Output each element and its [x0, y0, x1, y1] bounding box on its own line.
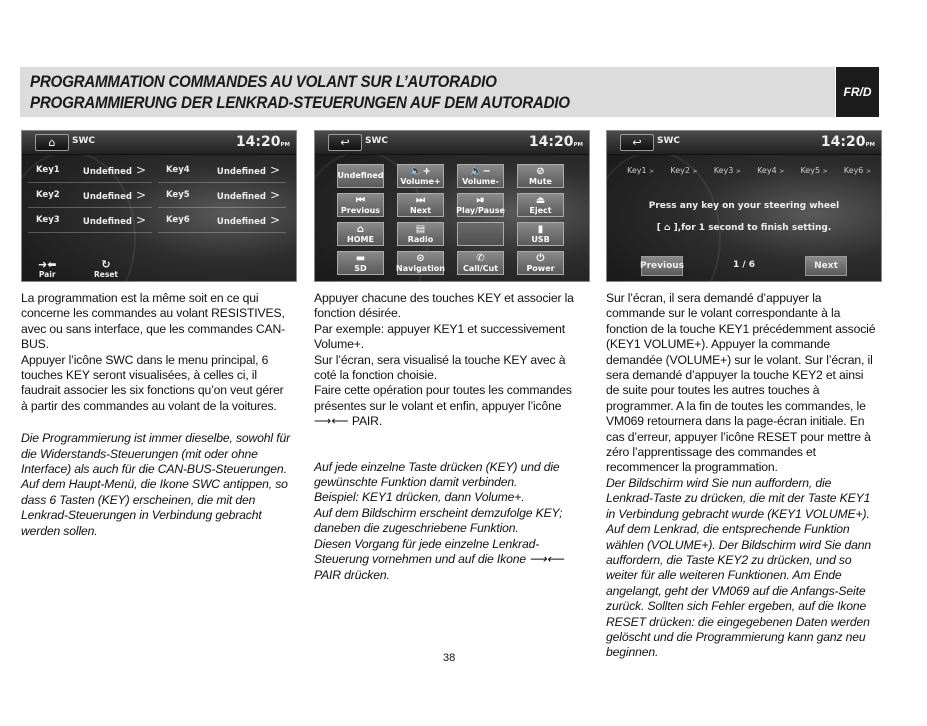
- power-icon: ⏻: [536, 253, 545, 264]
- chevron-right-icon: >: [269, 188, 280, 202]
- function-call-cut-button[interactable]: ✆ Call/Cut: [457, 251, 504, 275]
- home-icon: ⌂: [48, 136, 56, 149]
- volume-down-icon: 🔈−: [470, 166, 491, 177]
- home-icon: ⌂: [664, 223, 671, 233]
- paragraph-de: Die Programmierung ist immer dieselbe, sowohl für die Widerstands-Steuerungen (mit oder ohne Interface) als auch für die CAN-BUS-Steuerungen. Auf dem Haupt-Menü, die Ikone SWC antippen, so dass 6 Tasten (KEY) erscheinen, die mit den Lenkrad-Steuerungen in Verbindung gebracht werden sollen.: [21, 431, 290, 538]
- function-play-pause-button[interactable]: ⏯ Play/Pause: [456, 195, 505, 215]
- eject-icon: ⏏: [535, 195, 546, 206]
- function-mute-button[interactable]: ⊘ Mute: [517, 164, 564, 188]
- home-button[interactable]: [35, 134, 69, 151]
- paragraph-fr: Appuyer chacune des touches KEY et associer la fonction désirée.: [314, 291, 574, 321]
- clock: 14:20PM: [820, 134, 875, 150]
- function-volume-down-button[interactable]: 🔈− Volume-: [457, 164, 504, 188]
- key-strip: [627, 166, 871, 175]
- navigation-icon: ⊙: [416, 253, 425, 264]
- previous-button[interactable]: Previous: [641, 256, 683, 276]
- key-strip-item: Key3 >: [713, 166, 741, 175]
- chevron-right-icon: >: [135, 188, 146, 202]
- paragraph-de: Beispiel: KEY1 drücken, dann Volume+.: [314, 490, 525, 505]
- screenshot-function-grid: [314, 130, 590, 282]
- back-button[interactable]: [620, 134, 654, 151]
- pair-arrows-icon: ➜⬅: [38, 258, 57, 271]
- chevron-right-icon: >: [269, 163, 280, 177]
- top-bar: [315, 131, 589, 155]
- paragraph-fr: Appuyer l’icône SWC dans le menu principal, 6 touches KEY seront visualisées, à celles ci, il faudrait associer les six fonctions qu’on veut gérer à partir des commandes au volant de la voitures.: [21, 352, 284, 413]
- next-track-icon: ⏭: [416, 195, 425, 206]
- next-button[interactable]: Next: [805, 256, 847, 276]
- chevron-right-icon: >: [269, 213, 280, 227]
- function-undefined-button[interactable]: Undefined: [337, 164, 384, 188]
- back-arrow-icon: ↩: [632, 136, 642, 149]
- key-row[interactable]: Key3 Undefined >: [28, 208, 152, 233]
- key-row[interactable]: Key6 Undefined >: [158, 208, 286, 233]
- title-fr: PROGRAMMATION COMMANDES AU VOLANT SUR L’AUTORADIO: [30, 73, 497, 91]
- function-eject-button[interactable]: ⏏ Eject: [517, 193, 564, 217]
- screen-title: SWC: [72, 136, 96, 146]
- play-pause-icon: ⏯: [476, 195, 485, 206]
- paragraph-de: Auf dem Bildschirm erscheint demzufolge KEY; daneben die zugeschriebene Funktion.: [314, 505, 563, 536]
- paragraph-de: Der Bildschirm wird Sie nun auffordern, die Lenkrad-Taste zu drücken, die mit der Taste KEY1 in Verbindung gebracht wurde (KEY1 VOLUME+). Auf dem Lenkrad, die entsprechende Funktion wählen (VOLUME+). Der Bildschirm wird Sie dann auffordern, die Taste KEY2 zu drücken, und so weiter für alle weiteren Funktionen. Am Ende angelangt, geht der VM069 auf die Anfangs-Seite zurück. Sollten sich Fehler ergeben, auf die Ikone RESET drücken: die eingegebenen Daten werden gelöscht und die Programmierung kann ganz neu beginnen.: [606, 475, 872, 660]
- key-row[interactable]: Key2 Undefined >: [28, 183, 152, 208]
- key-strip-item: Key2 >: [670, 166, 698, 175]
- key-strip-item: Key1 >: [627, 166, 655, 175]
- paragraph-fr: La programmation est la même soit en ce qui concerne les commandes au volant RESISTIVES, avec ou sans interface, que les commandes CAN-BUS.: [21, 291, 286, 352]
- function-power-button[interactable]: ⏻ Power: [517, 251, 564, 275]
- key-strip-item: Key6 >: [843, 166, 871, 175]
- pair-button[interactable]: ➜⬅ Pair: [38, 258, 57, 279]
- paragraph-fr: Sur l’écran, il sera demandé d’appuyer la commande sur le volant correspondante à la fonction de la touche KEY1 précédemment associé (KEY1 VOLUME+). Appuyer la commande demandée (VOLUME+) sur le volant. Sur l’écran, il sera demandé d’appuyer la touche KEY2 et ainsi de suite pour toutes les autres touches à programmer. A la fin de toutes les commandes, le VM069 retournera dans la page-écran initiale. En cas d’erreur, appuyer l’icône RESET pour mettre à zéro l’apprentissage des commandes et recommencer la programmation.: [606, 291, 876, 475]
- mute-icon: ⊘: [536, 166, 545, 177]
- chevron-right-icon: >: [135, 163, 146, 177]
- sd-card-icon: ▬: [355, 253, 366, 264]
- key-strip-item: Key5 >: [800, 166, 828, 175]
- function-radio-button[interactable]: ▤ Radio: [397, 222, 444, 246]
- clock: 14:20PM: [235, 134, 290, 150]
- reset-icon: ↻: [101, 258, 111, 271]
- reset-button[interactable]: ↻ Reset: [94, 258, 118, 279]
- screen-title: SWC: [657, 136, 681, 146]
- key-row[interactable]: Key1 Undefined >: [28, 158, 152, 183]
- radio-icon: ▤: [415, 224, 426, 235]
- prompt-line-2: [ ⌂ ],for 1 second to finish setting.: [656, 223, 832, 233]
- key-strip-item: Key4 >: [757, 166, 785, 175]
- language-badge: FR/D: [836, 67, 879, 117]
- paragraph-de: Diesen Vorgang für jede einzelne Lenkrad-Steuerung vornehmen und auf die Ikone ⟶⟵ PAIR drücken.: [314, 536, 564, 582]
- function-sd-button[interactable]: ▬ SD: [337, 251, 384, 275]
- paragraph-fr: Par exemple: appuyer KEY1 et successivement Volume+.: [314, 321, 565, 352]
- clock: 14:20PM: [528, 134, 583, 150]
- function-usb-button[interactable]: ▮ USB: [517, 222, 564, 246]
- home-icon: ⌂: [356, 224, 365, 235]
- screenshot-key-list: [21, 130, 297, 282]
- function-next-button[interactable]: ⏭ Next: [397, 193, 444, 217]
- paragraph-fr: Faire cette opération pour toutes les commandes présentes sur le volant et enfin, appuyer l’icône ⟶⟵ PAIR.: [314, 383, 572, 429]
- key-row[interactable]: Key5 Undefined >: [158, 183, 286, 208]
- column-2: [314, 291, 586, 583]
- usb-icon: ▮: [537, 224, 544, 235]
- phone-icon: ✆: [476, 253, 485, 264]
- function-empty-button[interactable]: [457, 222, 504, 246]
- previous-track-icon: ⏮: [356, 195, 365, 206]
- screen-title: SWC: [365, 136, 389, 146]
- key-row[interactable]: Key4 Undefined >: [158, 158, 286, 183]
- chevron-right-icon: >: [135, 213, 146, 227]
- paragraph-de: Auf jede einzelne Taste drücken (KEY) und die gewünschte Funktion damit verbinden.: [314, 459, 560, 490]
- volume-up-icon: 🔈+: [410, 166, 431, 177]
- section-header: [20, 67, 835, 117]
- function-volume-up-button[interactable]: 🔈+ Volume+: [397, 164, 444, 188]
- back-arrow-icon: ↩: [340, 136, 350, 149]
- function-home-button[interactable]: ⌂ HOME: [337, 222, 384, 246]
- function-navigation-button[interactable]: ⊙ Navigation: [396, 253, 445, 273]
- function-grid: [337, 164, 573, 275]
- function-previous-button[interactable]: ⏮ Previous: [337, 193, 384, 217]
- column-1: [21, 291, 293, 539]
- prompt-line-1: Press any key on your steering wheel: [648, 201, 840, 211]
- top-bar: [607, 131, 881, 155]
- top-bar: [22, 131, 296, 155]
- screenshot-learn-keys: [606, 130, 882, 282]
- page-number: 38: [443, 652, 456, 664]
- paragraph-fr: Sur l’écran, sera visualisé la touche KEY avec à coté la fonction choisie.: [314, 352, 566, 383]
- pager-indicator: 1 / 6: [732, 260, 756, 270]
- title-de: PROGRAMMIERUNG DER LENKRAD-STEUERUNGEN AUF DEM AUTORADIO: [30, 94, 570, 112]
- back-button[interactable]: [328, 134, 362, 151]
- column-3: [606, 291, 878, 661]
